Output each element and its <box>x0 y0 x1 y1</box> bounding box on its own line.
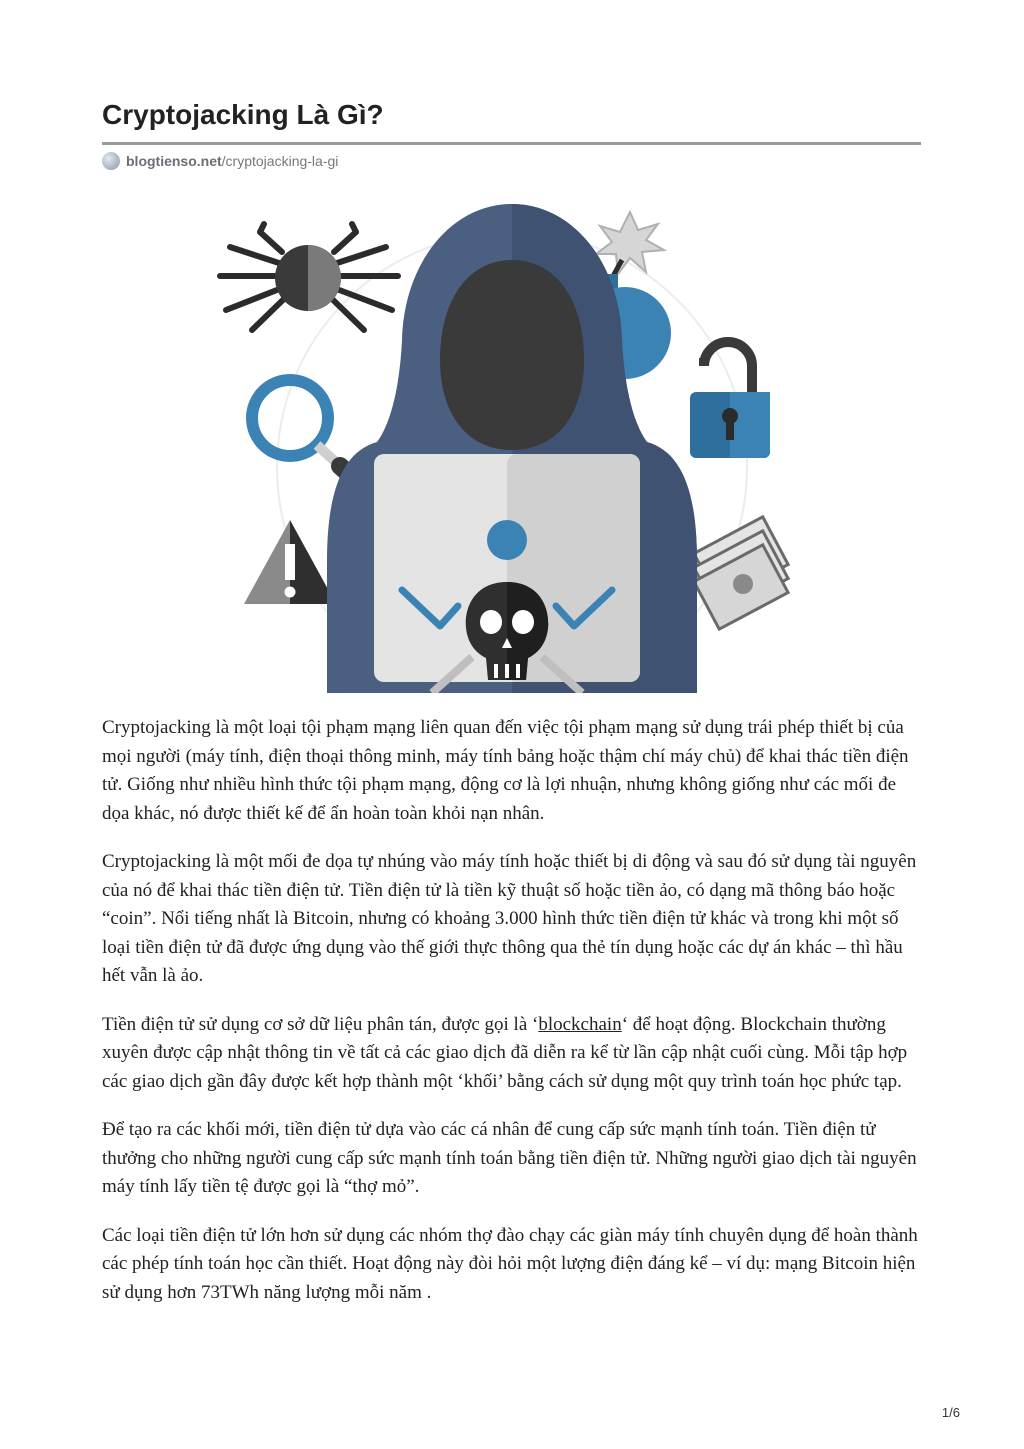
warning-icon <box>244 520 336 604</box>
open-padlock-icon <box>690 342 770 458</box>
page-title: Cryptojacking Là Gì? <box>102 99 384 130</box>
blockchain-link[interactable]: blockchain <box>538 1013 622 1035</box>
source-path: /cryptojacking-la-gi <box>221 153 339 169</box>
paragraph-2: Cryptojacking là một mối đe dọa tự nhúng vào máy tính hoặc thiết bị di động và sau đó sử dụng tài nguyên của nó để khai thác tiền điện tử. Tiền điện tử là tiền kỹ thuật số hoặc tiền ảo, có dạng mã thông báo hoặc “coin”. Nổi tiếng nhất là Bitcoin, nhưng có khoảng 3.000 hình thức tiền điện tử khác và trong khi một số loại tiền điện tử đã được ứng dụng vào thế giới thực thông qua thẻ tín dụng hoặc các dự án khác – thì hầu hết vẫn là ảo. <box>102 851 917 986</box>
source-link[interactable] <box>102 151 338 171</box>
paragraph-4: Để tạo ra các khối mới, tiền điện tử dựa vào các cá nhân để cung cấp sức mạnh tính toán. Tiền điện tử thưởng cho những người cung cấp sức mạnh tính toán bằng tiền điện tử. Những người giao dịch tài nguyên máy tính lấy tiền tệ được gọi là “thợ mỏ”. <box>102 1119 917 1197</box>
spider-icon <box>220 224 398 330</box>
paragraph-5: Các loại tiền điện tử lớn hơn sử dụng các nhóm thợ đào chạy các giàn máy tính chuyên dụng để hoàn thành các phép tính toán học cần thiết. Hoạt động này đòi hỏi một lượng điện đáng kể – ví dụ: mạng Bitcoin hiện sử dụng hơn 73TWh năng lượng mỗi năm . <box>102 1224 918 1303</box>
page-number: 1/6 <box>941 1405 960 1420</box>
paragraph-1: Cryptojacking là một loại tội phạm mạng liên quan đến việc tội phạm mạng sử dụng trái phép thiết bị của mọi người (máy tính, điện thoại thông minh, máy tính bảng hoặc thậm chí máy chủ) để khai thác tiền điện tử. Giống như nhiều hình thức tội phạm mạng, động cơ là lợi nhuận, nhưng không giống như các mối đe dọa khác, nó được thiết kế để ẩn hoàn toàn khỏi nạn nhân. <box>102 717 909 824</box>
money-icon <box>694 517 788 629</box>
hacker-illustration <box>102 202 921 693</box>
globe-icon <box>102 152 120 170</box>
paragraph-3-start: Tiền điện tử sử dụng cơ sở dữ liệu phân tán, được gọi là ‘ <box>102 1013 539 1035</box>
paragraph-3-end: ‘ để hoạt động. Blockchain thường xuyên được cập nhật thông tin về tất cả các giao dịch đã diễn ra kể từ lần cập nhật cuối cùng. Mỗi tập hợp các giao dịch gần đây được kết hợp thành một ‘khối’ bằng cách sử dụng một quy trình toán học phức tạp. <box>102 1013 908 1092</box>
paragraph-3 <box>102 1011 921 1097</box>
article-body <box>102 714 921 1327</box>
title-divider <box>102 142 921 145</box>
source-domain: blogtienso.net <box>126 153 222 169</box>
